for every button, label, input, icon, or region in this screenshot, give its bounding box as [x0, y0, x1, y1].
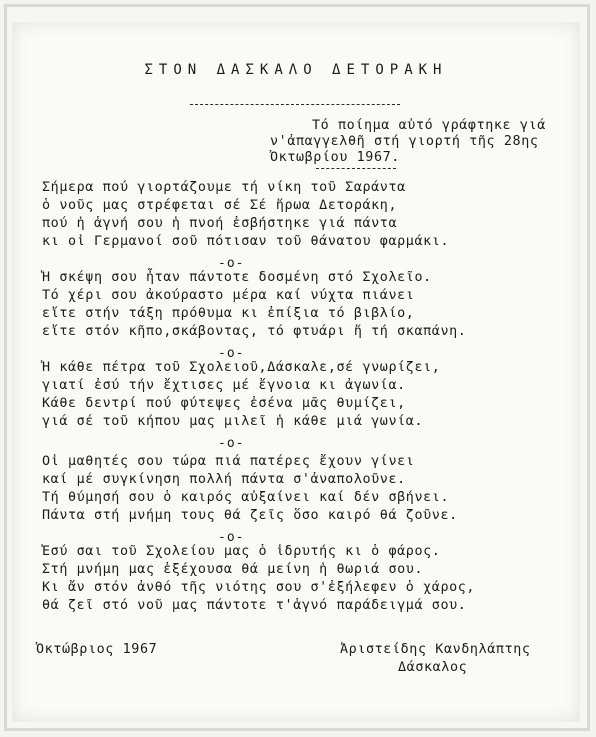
stanza-2-line-2: Τό χέρι σου ἀκούραστο μέρα καί νύχτα πιάνει — [42, 288, 415, 303]
poem-title: ΣΤΟΝ ΔΑΣΚΑΛΟ ΔΕΤΟΡΑΚΗ — [144, 62, 448, 78]
title-underline — [190, 104, 400, 105]
stanza-5-line-2: Στή μνήμη μας ἐξέχουσα θά μείνη ἡ θωριά σου. — [42, 562, 424, 577]
stanza-4-line-4: Πάντα στή μνήμη τους θά ζεῖς ὅσο καιρό θά ζοῦνε. — [42, 508, 458, 523]
stanza-3-line-2: γιατί ἐσύ τήν ἔχτισες μέ ἔγνοια κι ἀγωνία. — [42, 378, 406, 393]
stanza-4-line-2: καί μέ συγκίνηση πολλή πάντα σ'ἀναπολοῦνε. — [42, 472, 406, 487]
dedication-line-2: ν'ἀπαγγελθῆ στή γιορτή τῆς 28ης — [270, 134, 539, 149]
dedication-line-3: Ὀκτωβρίου 1967. — [270, 150, 400, 165]
stanza-separator: -o- — [218, 530, 245, 545]
dedication-line-1: Τό ποίημα αὐτό γράφτηκε γιά — [312, 118, 546, 133]
stanza-3-line-1: Ἡ κάθε πέτρα τοῦ Σχολειοῦ,Δάσκαλε,σέ γνωρίζει, — [42, 360, 441, 375]
footer-date: Ὀκτώβριος 1967 — [36, 642, 158, 657]
stanza-5-line-4: θά ζεῖ στό νοῦ μας πάντοτε τ'ἁγνό παράδειγμά σου. — [42, 598, 467, 613]
stanza-3-line-3: Κάθε δεντρί πού φύτεψες ἐσένα μᾶς θυμίζει, — [42, 396, 406, 411]
stanza-separator: -o- — [218, 256, 245, 271]
dedication-underline — [316, 168, 396, 169]
stanza-separator: -o- — [218, 436, 245, 451]
stanza-4-line-3: Τή θύμησή σου ὁ καιρός αὐξαίνει καί δέν σβήνει. — [42, 490, 450, 505]
stanza-2-line-3: εἴτε στήν τάξη πρόθυμα κι ἐπίξια τό βιβλίο, — [42, 306, 415, 321]
stanza-1-line-4: κι οἱ Γερμανοί σοῦ πότισαν τοῦ θάνατου φαρμάκι. — [42, 234, 450, 249]
typewritten-page — [12, 22, 580, 722]
footer-author: Ἀριστείδης Κανδηλάπτης — [340, 642, 531, 657]
stanza-3-line-4: γιά σέ τοῦ κήπου μας μιλεῖ ἡ κάθε μιά γωνία. — [42, 414, 424, 429]
stanza-2-line-1: Ἡ σκέψη σου ἦταν πάντοτε δοσμένη στό Σχολεῖο. — [42, 270, 432, 285]
stanza-2-line-4: εἴτε στόν κῆπο,σκάβοντας, τό φτυάρι ἤ τή σκαπάνη. — [42, 324, 467, 339]
stanza-5-line-1: Ἐσύ σαι τοῦ Σχολείου μας ὁ ἱδρυτής κι ὁ φάρος. — [42, 544, 441, 559]
stanza-5-line-3: Κι ἄν στόν ἀνθό τῆς νιότης σου σ'ἐξήλεφεν ὁ χάρος, — [42, 580, 476, 595]
stanza-separator: -o- — [218, 346, 245, 361]
stanza-1-line-1: Σήμερα πού γιορτάζουμε τή νίκη τοῦ Σαράντα — [42, 180, 406, 195]
stanza-4-line-1: Οἱ μαθητές σου τώρα πιά πατέρες ἔχουν γίνει — [42, 454, 415, 469]
stanza-1-line-2: ὁ νοῦς μας στρέφεται σέ Σέ ἥρωα Δετοράκη, — [42, 198, 398, 213]
stanza-1-line-3: πού ἡ ἁγνή σου ἡ πνοή ἐσβήστηκε γιά πάντα — [42, 216, 398, 231]
footer-role: Δάσκαλος — [398, 660, 468, 675]
